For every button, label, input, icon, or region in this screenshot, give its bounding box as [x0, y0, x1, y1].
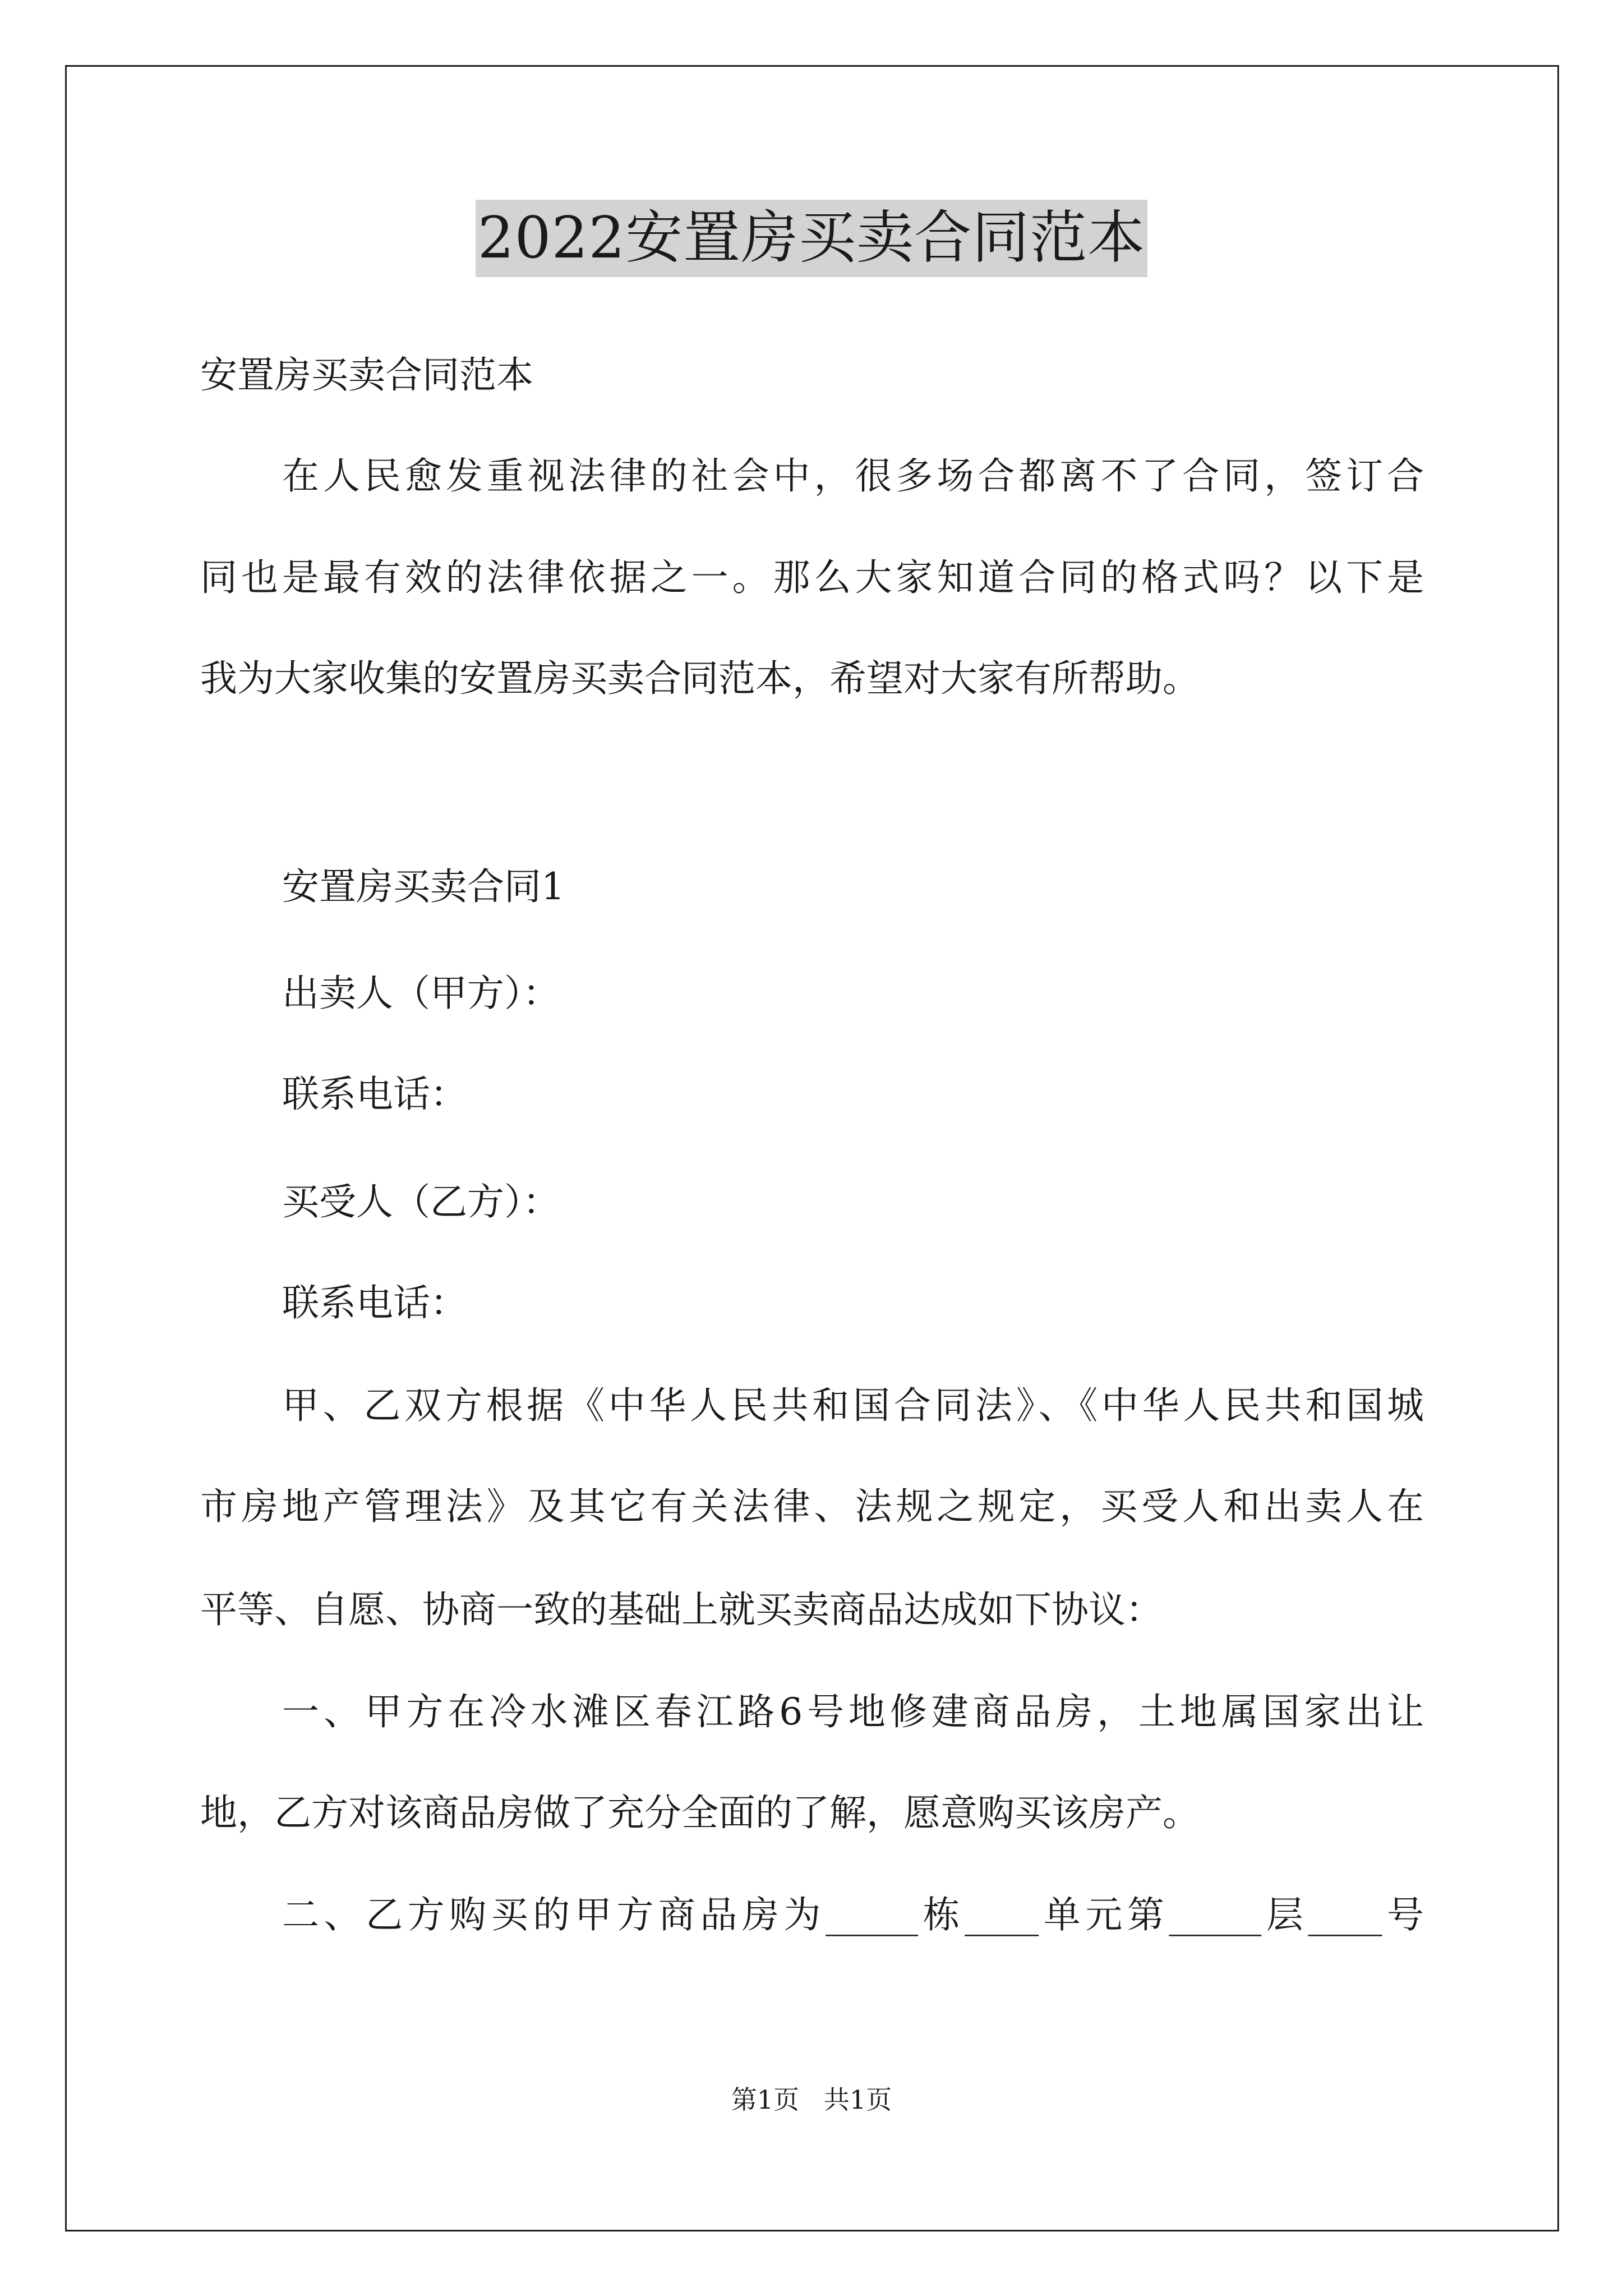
intro-line-1: 在人民愈发重视法律的社会中，很多场合都离不了合同，签订合	[282, 454, 1424, 498]
seller-phone-label: 联系电话：	[282, 1073, 467, 1116]
document-subtitle: 安置房买卖合同范本	[200, 353, 533, 397]
preamble-line-2: 市房地产管理法》及其它有关法律、法规之规定，买受人和出卖人在	[200, 1485, 1424, 1528]
contract-heading: 安置房买卖合同1	[282, 865, 565, 908]
document-title: 2022安置房买卖合同范本	[476, 200, 1148, 277]
preamble-line-3: 平等、自愿、协商一致的基础上就买卖商品达成如下协议：	[200, 1588, 1163, 1631]
preamble-line-1: 甲、乙双方根据《中华人民共和国合同法》、《中华人民共和国城	[282, 1384, 1424, 1427]
title-container	[0, 200, 1623, 277]
seller-label: 出卖人（甲方）：	[282, 972, 560, 1015]
intro-line-3: 我为大家收集的安置房买卖合同范本，希望对大家有所帮助。	[200, 657, 1200, 700]
buyer-phone-label: 联系电话：	[282, 1281, 467, 1324]
page-footer: 第1页 共1页	[731, 2085, 892, 2115]
clause-1-line-1: 一、甲方在冷水滩区春江路6号地修建商品房，土地属国家出让	[282, 1690, 1424, 1733]
clause-1-line-2: 地，乙方对该商品房做了充分全面的了解，愿意购买该房产。	[200, 1791, 1200, 1834]
buyer-label: 买受人（乙方）：	[282, 1180, 560, 1223]
intro-line-2: 同也是最有效的法律依据之一。那么大家知道合同的格式吗？以下是	[200, 556, 1424, 599]
clause-2-line-1: 二、乙方购买的甲方商品房为_____栋____单元第_____层____号	[282, 1893, 1424, 1936]
